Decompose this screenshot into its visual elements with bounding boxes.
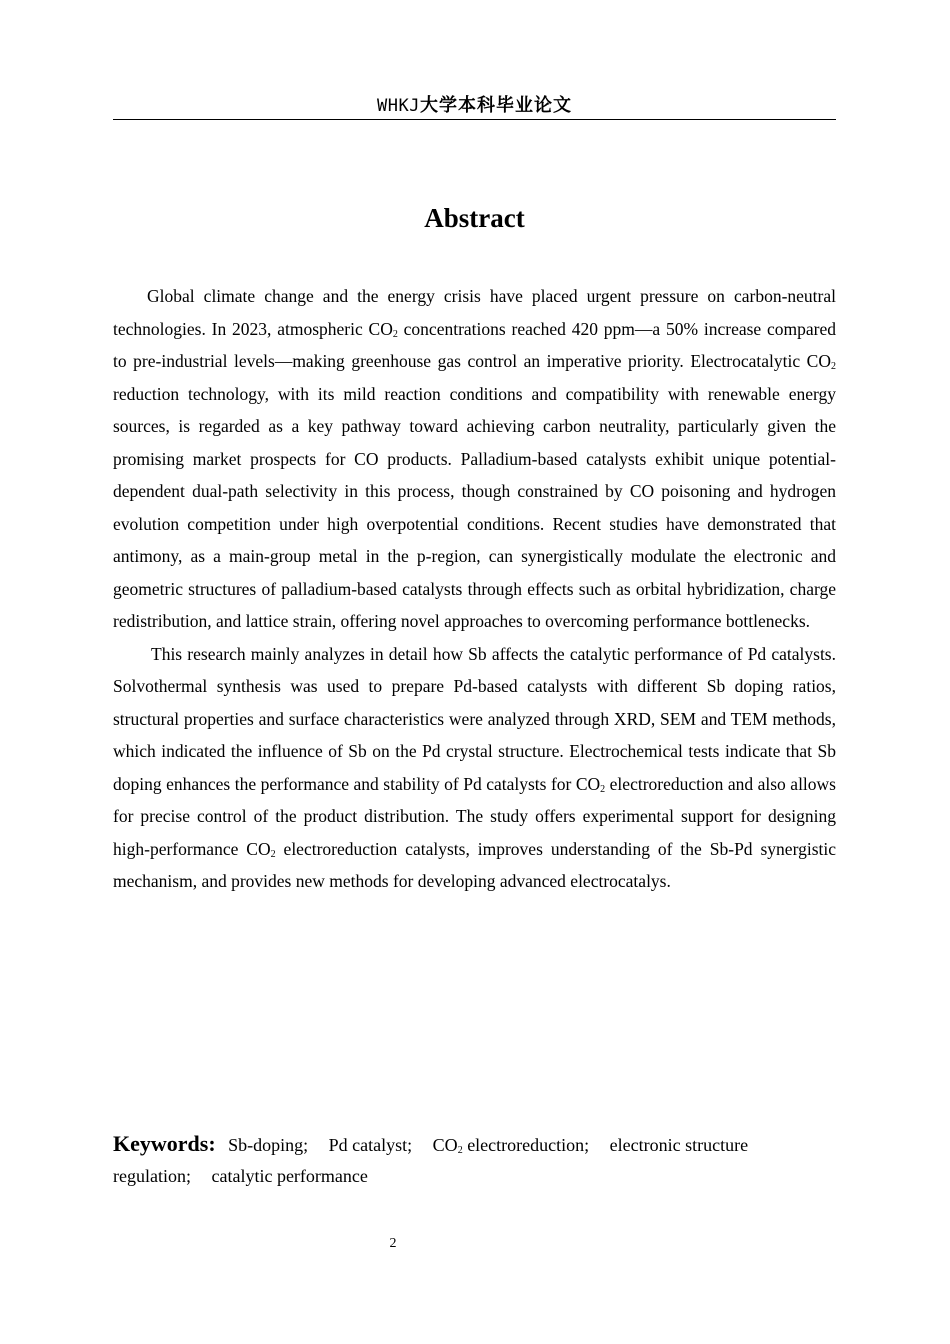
- keywords-label: Keywords:: [113, 1131, 216, 1156]
- keyword-item: electronic structure regulation;: [113, 1135, 749, 1186]
- header-rule: [113, 119, 836, 120]
- keyword-item: $CO_2$ electroreduction;: [432, 1135, 590, 1156]
- abstract-paragraph-1: Global climate change and the energy crisis have placed urgent pressure on carbon-neutral technologies. In 2023, atmospheric $CO_2$ concentrations reached 420 ppm—a 50% increase compared to pre-industrial levels—making greenhouse gas control an imperative priority. Electrocatalytic $CO_2$ reduction technology, with its mild reaction conditions and compatibility with renewable energy sources, is regarded as a key pathway toward achieving carbon neutrality, particularly given the promising market prospects for CO products. Palladium-based catalysts exhibit unique potential-dependent dual-path selectivity in this process, though constrained by CO poisoning and hydrogen evolution competition under high overpotential conditions. Recent studies have demonstrated that antimony, as a main-group metal in the p-region, can synergistically modulate the electronic and geometric structures of palladium-based catalysts through effects such as orbital hybridization, charge redistribution, and lattice strain, offering novel approaches to overcoming performance bottlenecks.: [113, 286, 836, 631]
- keyword-item: Sb-doping;: [228, 1135, 309, 1155]
- abstract-paragraph-2: This research mainly analyzes in detail how Sb affects the catalytic performance of Pd catalysts. Solvothermal synthesis was used to prepare Pd-based catalysts with different Sb doping ratios, structural properties and surface characteristics were analyzed through XRD, SEM and TEM methods, which indicated the influence of Sb on the Pd crystal structure. Electrochemical tests indicate that Sb doping enhances the performance and stability of Pd catalysts for $CO_2$ electroreduction and also allows for precise control of the product distribution. The study offers experimental support for designing high-performance $CO_2$ electroreduction catalysts, improves understanding of the Sb-Pd synergistic mechanism, and provides new methods for developing advanced electrocatalys.: [113, 643, 836, 891]
- header-thesis-label: 大学本科毕业论文: [419, 95, 572, 116]
- keywords-block: [113, 1128, 836, 1192]
- keyword-item: catalytic performance: [211, 1166, 368, 1186]
- running-header: [113, 93, 836, 119]
- page-title: Abstract: [424, 203, 525, 233]
- page-number: 2: [389, 1236, 397, 1251]
- header-university-code: WHKJ: [377, 96, 420, 116]
- keyword-item: Pd catalyst;: [328, 1135, 413, 1155]
- abstract-body: [113, 280, 836, 898]
